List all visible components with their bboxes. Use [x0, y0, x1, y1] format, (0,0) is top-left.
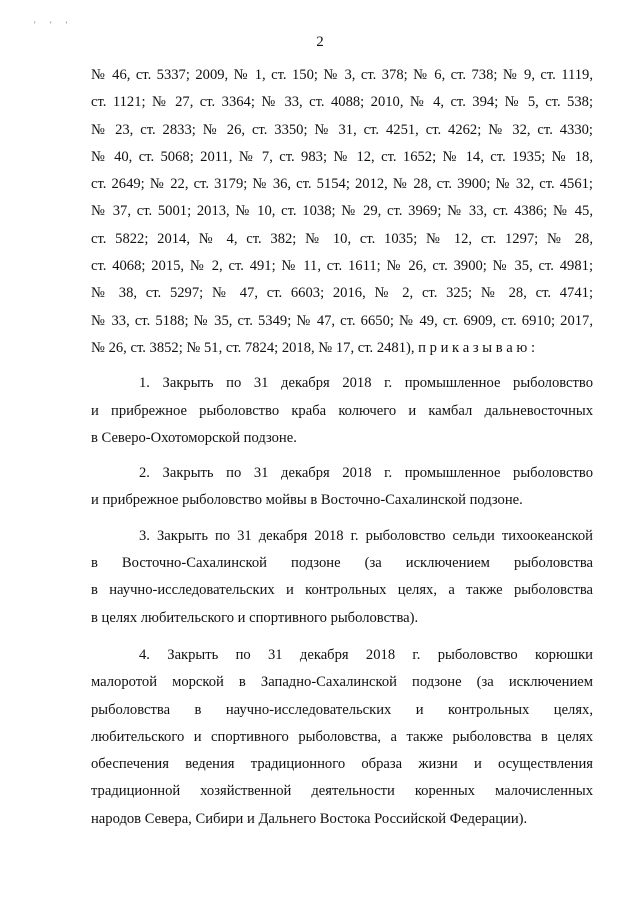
text-line: ст. 5822; 2014, № 4, ст. 382; № 10, ст. 1035; № 12, ст. 1297; № 28,	[91, 230, 593, 247]
text-line: 3. Закрыть по 31 декабря 2018 г. рыболовство сельди тихоокеанской	[139, 527, 593, 544]
text-line: ст. 1121; № 27, ст. 3364; № 33, ст. 4088; 2010, № 4, ст. 394; № 5, ст. 538;	[91, 94, 593, 111]
page-number: 2	[316, 34, 324, 50]
text-line: любительского и спортивного рыболовства, а также рыболовства в целях	[91, 728, 593, 745]
text-line: № 38, ст. 5297; № 47, ст. 6603; 2016, № 2, ст. 325; № 28, ст. 4741;	[91, 285, 593, 302]
text-line: № 40, ст. 5068; 2011, № 7, ст. 983; № 12, ст. 1652; № 14, ст. 1935; № 18,	[91, 148, 593, 165]
scan-corner-marks: ' ' '	[34, 20, 74, 30]
text-line: рыболовства в научно-исследовательских и контрольных целях,	[91, 701, 593, 718]
order-item-4	[91, 642, 593, 833]
text-line: и прибрежное рыболовство мойвы в Восточно-Сахалинской подзоне.	[91, 492, 523, 509]
intro-paragraph	[91, 62, 593, 362]
text-line: ст. 4068; 2015, № 2, ст. 491; № 11, ст. 1611; № 26, ст. 3900; № 35, ст. 4981;	[91, 258, 593, 275]
text-line: в Северо-Охотоморской подзоне.	[91, 429, 297, 446]
text-line: № 23, ст. 2833; № 26, ст. 3350; № 31, ст. 4251, ст. 4262; № 32, ст. 4330;	[91, 121, 593, 138]
text-line: и прибрежное рыболовство краба колючего и камбал дальневосточных	[91, 402, 593, 419]
text-line: 1. Закрыть по 31 декабря 2018 г. промышленное рыболовство	[139, 375, 593, 392]
order-item-3	[91, 523, 593, 632]
text-line: в Восточно-Сахалинской подзоне (за исключением рыболовства	[91, 555, 593, 572]
document-body	[91, 62, 593, 833]
text-line: малоротой морской в Западно-Сахалинской подзоне (за исключением	[91, 674, 593, 691]
text-line: 2. Закрыть по 31 декабря 2018 г. промышленное рыболовство	[139, 465, 593, 482]
text-line: № 46, ст. 5337; 2009, № 1, ст. 150; № 3, ст. 378; № 6, ст. 738; № 9, ст. 1119,	[91, 67, 593, 83]
text-line: обеспечения ведения традиционного образа жизни и осуществления	[91, 756, 593, 773]
text-line: № 33, ст. 5188; № 35, ст. 5349; № 47, ст. 6650; № 49, ст. 6909, ст. 6910; 2017,	[91, 312, 593, 329]
text-line: народов Севера, Сибири и Дальнего Востока Российской Федерации).	[91, 810, 528, 827]
text-line: № 26, ст. 3852; № 51, ст. 7824; 2018, № 17, ст. 2481), п р и к а з ы в а ю :	[91, 339, 536, 356]
text-line: традиционной хозяйственной деятельности коренных малочисленных	[91, 783, 593, 800]
text-line: ст. 2649; № 22, ст. 3179; № 36, ст. 5154; 2012, № 28, ст. 3900; № 32, ст. 4561;	[91, 176, 593, 193]
text-line: 4. Закрыть по 31 декабря 2018 г. рыболовство корюшки	[139, 646, 593, 663]
text-line: № 37, ст. 5001; 2013, № 10, ст. 1038; № 29, ст. 3969; № 33, ст. 4386; № 45,	[91, 203, 593, 220]
order-item-2	[91, 460, 593, 515]
order-item-1	[91, 370, 593, 452]
text-line: в целях любительского и спортивного рыболовства).	[91, 609, 419, 626]
text-line: в научно-исследовательских и контрольных целях, а также рыболовства	[91, 582, 593, 599]
